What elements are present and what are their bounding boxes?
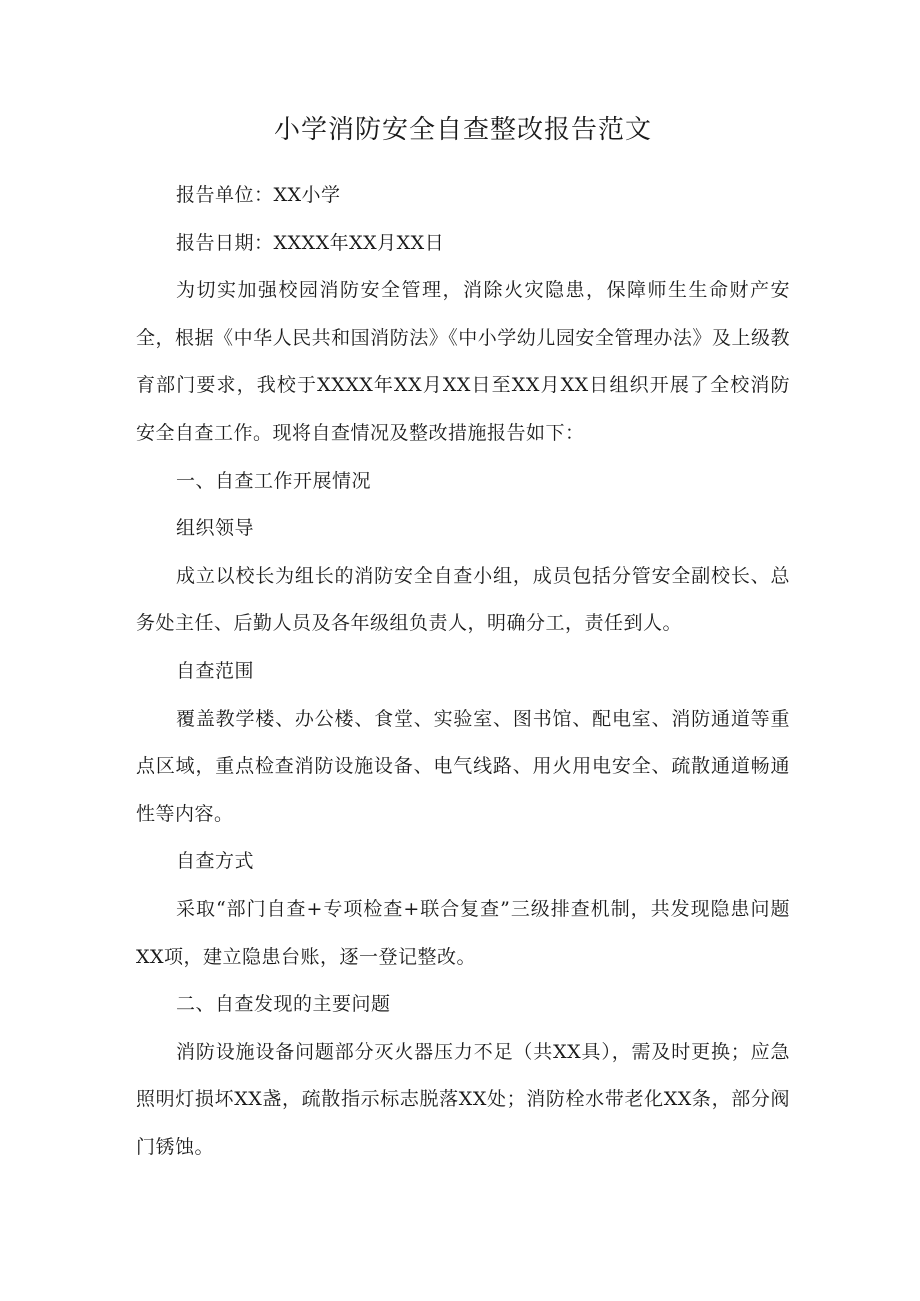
report-date: 报告日期：XXXX年XX月XX日 [176, 231, 445, 254]
subsection-method-heading: 自查方式 [176, 850, 255, 873]
section-2-heading: 二、自查发现的主要问题 [176, 993, 391, 1016]
subsection-method-body: 采取“部门自查+专项检查+联合复查”三级排查机制，共发现隐患问题XX项，建立隐患台账，逐一登记整改。 [136, 897, 790, 968]
intro-paragraph: 为切实加强校园消防安全管理，消除火灾隐患，保障师生生命财产安全，根据《中华人民共和国消防法》《中小学幼儿园安全管理办法》及上级教育部门要求，我校于XXXX年XX月XX日至XX月XX日组织开展了全校消防安全自查工作。现将自查情况及整改措施报告如下： [136, 279, 790, 444]
subsection-organization-heading: 组织领导 [176, 517, 255, 540]
report-unit: 报告单位：XX小学 [176, 184, 341, 206]
subsection-scope-body: 覆盖教学楼、办公楼、食堂、实验室、图书馆、配电室、消防通道等重点区域，重点检查消防设施设备、电气线路、用火用电安全、疏散通道畅通性等内容。 [136, 707, 790, 825]
document-title: 小学消防安全自查整改报告范文 [273, 115, 652, 145]
subsection-organization-body: 成立以校长为组长的消防安全自查小组，成员包括分管安全副校长、总务处主任、后勤人员及各年级组负责人，明确分工，责任到人。 [136, 564, 790, 635]
subsection-scope-heading: 自查范围 [176, 659, 255, 682]
section-2-body: 消防设施设备问题部分灭火器压力不足（共XX具），需及时更换；应急照明灯损坏XX盏，疏散指示标志脱落XX处；消防栓水带老化XX条，部分阀门锈蚀。 [136, 1040, 790, 1158]
section-1-heading: 一、自查工作开展情况 [176, 469, 372, 492]
